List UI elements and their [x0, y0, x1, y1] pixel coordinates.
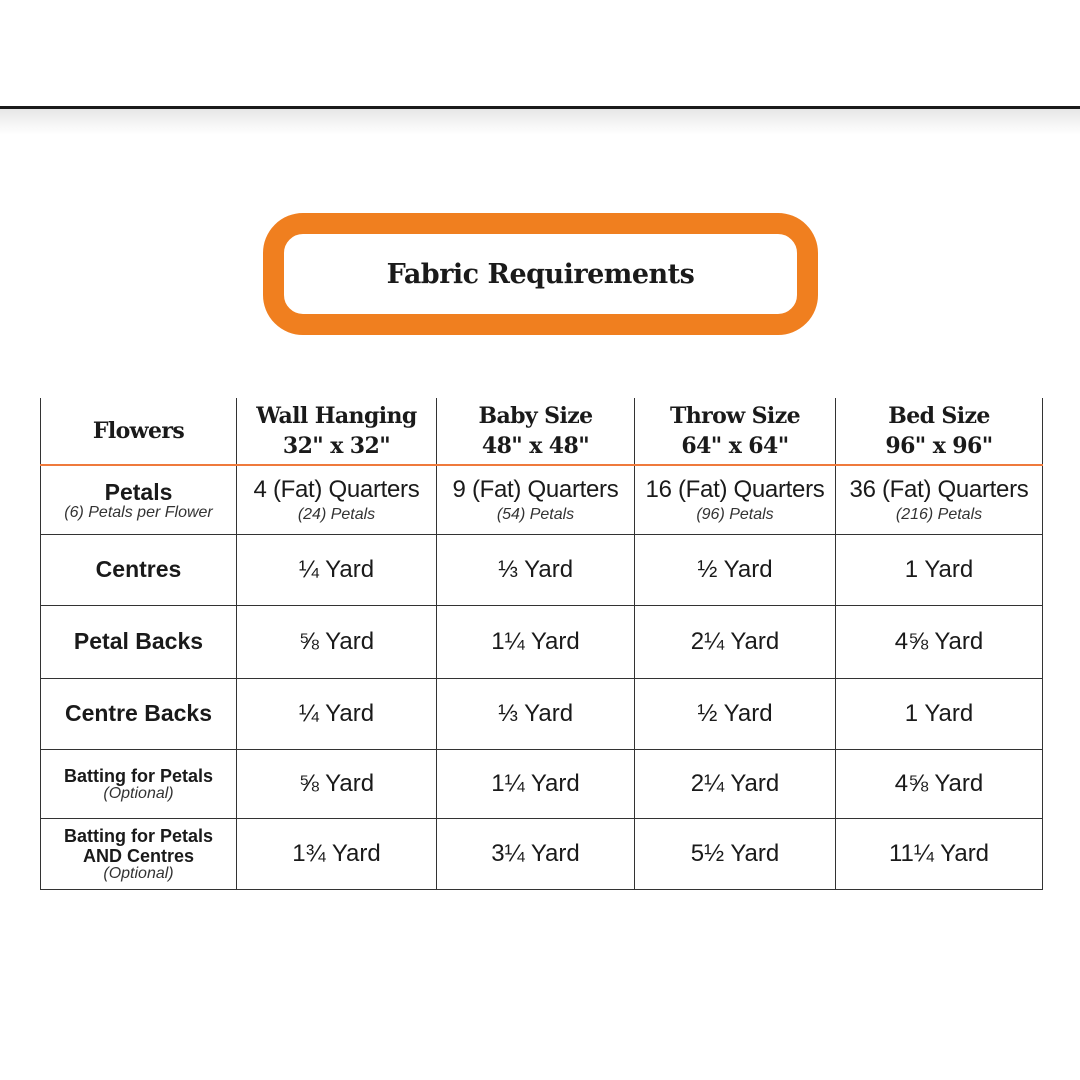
- table-cell: ⅓ Yard: [437, 535, 635, 606]
- table-cell: ¼ Yard: [237, 679, 437, 750]
- header-size: 96" x 96": [885, 433, 993, 459]
- cell-note: (54) Petals: [496, 506, 575, 523]
- fabric-requirements-table: [40, 398, 1043, 890]
- row-label-cell: [41, 606, 237, 679]
- page-title: Fabric Requirements: [386, 258, 695, 290]
- table-cell: ⅓ Yard: [437, 679, 635, 750]
- table-row-petal-backs: [41, 606, 1043, 679]
- table-cell: [836, 465, 1043, 535]
- row-label-cell: [41, 535, 237, 606]
- header-size: 32" x 32": [282, 433, 391, 459]
- header-label: Throw Size: [670, 403, 800, 429]
- table-cell: [437, 465, 635, 535]
- table-cell: ½ Yard: [635, 679, 836, 750]
- table-cell: 3¼ Yard: [437, 819, 635, 890]
- header-label: Baby Size: [478, 403, 593, 429]
- title-frame: [263, 213, 818, 335]
- table-cell: ¼ Yard: [237, 535, 437, 606]
- table-cell: 1¼ Yard: [437, 750, 635, 819]
- row-label-cell: [41, 679, 237, 750]
- header-flowers: [41, 398, 237, 465]
- table-cell: 4⅝ Yard: [836, 750, 1043, 819]
- header-throw-size: [635, 398, 836, 465]
- table-cell: ⅝ Yard: [237, 750, 437, 819]
- table-cell: ½ Yard: [635, 535, 836, 606]
- table-cell: [237, 465, 437, 535]
- header-size: 64" x 64": [681, 433, 789, 459]
- cell-note: (24) Petals: [297, 506, 376, 523]
- table-cell: 2¼ Yard: [635, 750, 836, 819]
- table-cell: 4⅝ Yard: [836, 606, 1043, 679]
- row-label: Centre Backs: [64, 700, 213, 726]
- row-label-cell: [41, 465, 237, 535]
- header-label: Bed Size: [888, 403, 990, 429]
- table-row-petals: [41, 465, 1043, 535]
- table-row-centres: [41, 535, 1043, 606]
- table-cell: [635, 465, 836, 535]
- table-cell: ⅝ Yard: [237, 606, 437, 679]
- cell-value: 36 (Fat) Quarters: [849, 476, 1029, 503]
- table-cell: 1 Yard: [836, 679, 1043, 750]
- header-size: 48" x 48": [481, 433, 590, 459]
- table-cell: 5½ Yard: [635, 819, 836, 890]
- header-bed-size: [836, 398, 1043, 465]
- table-row-centre-backs: [41, 679, 1043, 750]
- row-note: (Optional): [103, 785, 174, 802]
- top-shade: [0, 109, 1080, 135]
- row-label-line2: AND Centres: [82, 846, 195, 866]
- header-label: Wall Hanging: [256, 403, 417, 429]
- row-label: Petals: [104, 479, 173, 505]
- header-label: Flowers: [92, 418, 185, 444]
- table-cell: 1¼ Yard: [437, 606, 635, 679]
- table-cell: 2¼ Yard: [635, 606, 836, 679]
- cell-note: (216) Petals: [895, 506, 983, 523]
- row-label-cell: [41, 750, 237, 819]
- table-cell: 1¾ Yard: [237, 819, 437, 890]
- row-note: (6) Petals per Flower: [64, 504, 213, 521]
- cell-value: 4 (Fat) Quarters: [253, 476, 420, 503]
- table-row-batting-petals-centres: [41, 819, 1043, 890]
- row-label-line1: Batting for Petals: [63, 826, 214, 846]
- table-row-batting-petals: [41, 750, 1043, 819]
- row-label-cell: [41, 819, 237, 890]
- header-wall-hanging: [237, 398, 437, 465]
- header-baby-size: [437, 398, 635, 465]
- cell-note: (96) Petals: [696, 506, 774, 523]
- cell-value: 16 (Fat) Quarters: [645, 476, 825, 503]
- cell-value: 9 (Fat) Quarters: [452, 476, 619, 503]
- row-label: Centres: [95, 556, 182, 582]
- row-label: Batting for Petals: [63, 766, 214, 786]
- table-header-row: [41, 398, 1043, 465]
- table-cell: 11¼ Yard: [836, 819, 1043, 890]
- row-label: Petal Backs: [73, 628, 204, 654]
- row-note: (Optional): [103, 865, 174, 882]
- table-cell: 1 Yard: [836, 535, 1043, 606]
